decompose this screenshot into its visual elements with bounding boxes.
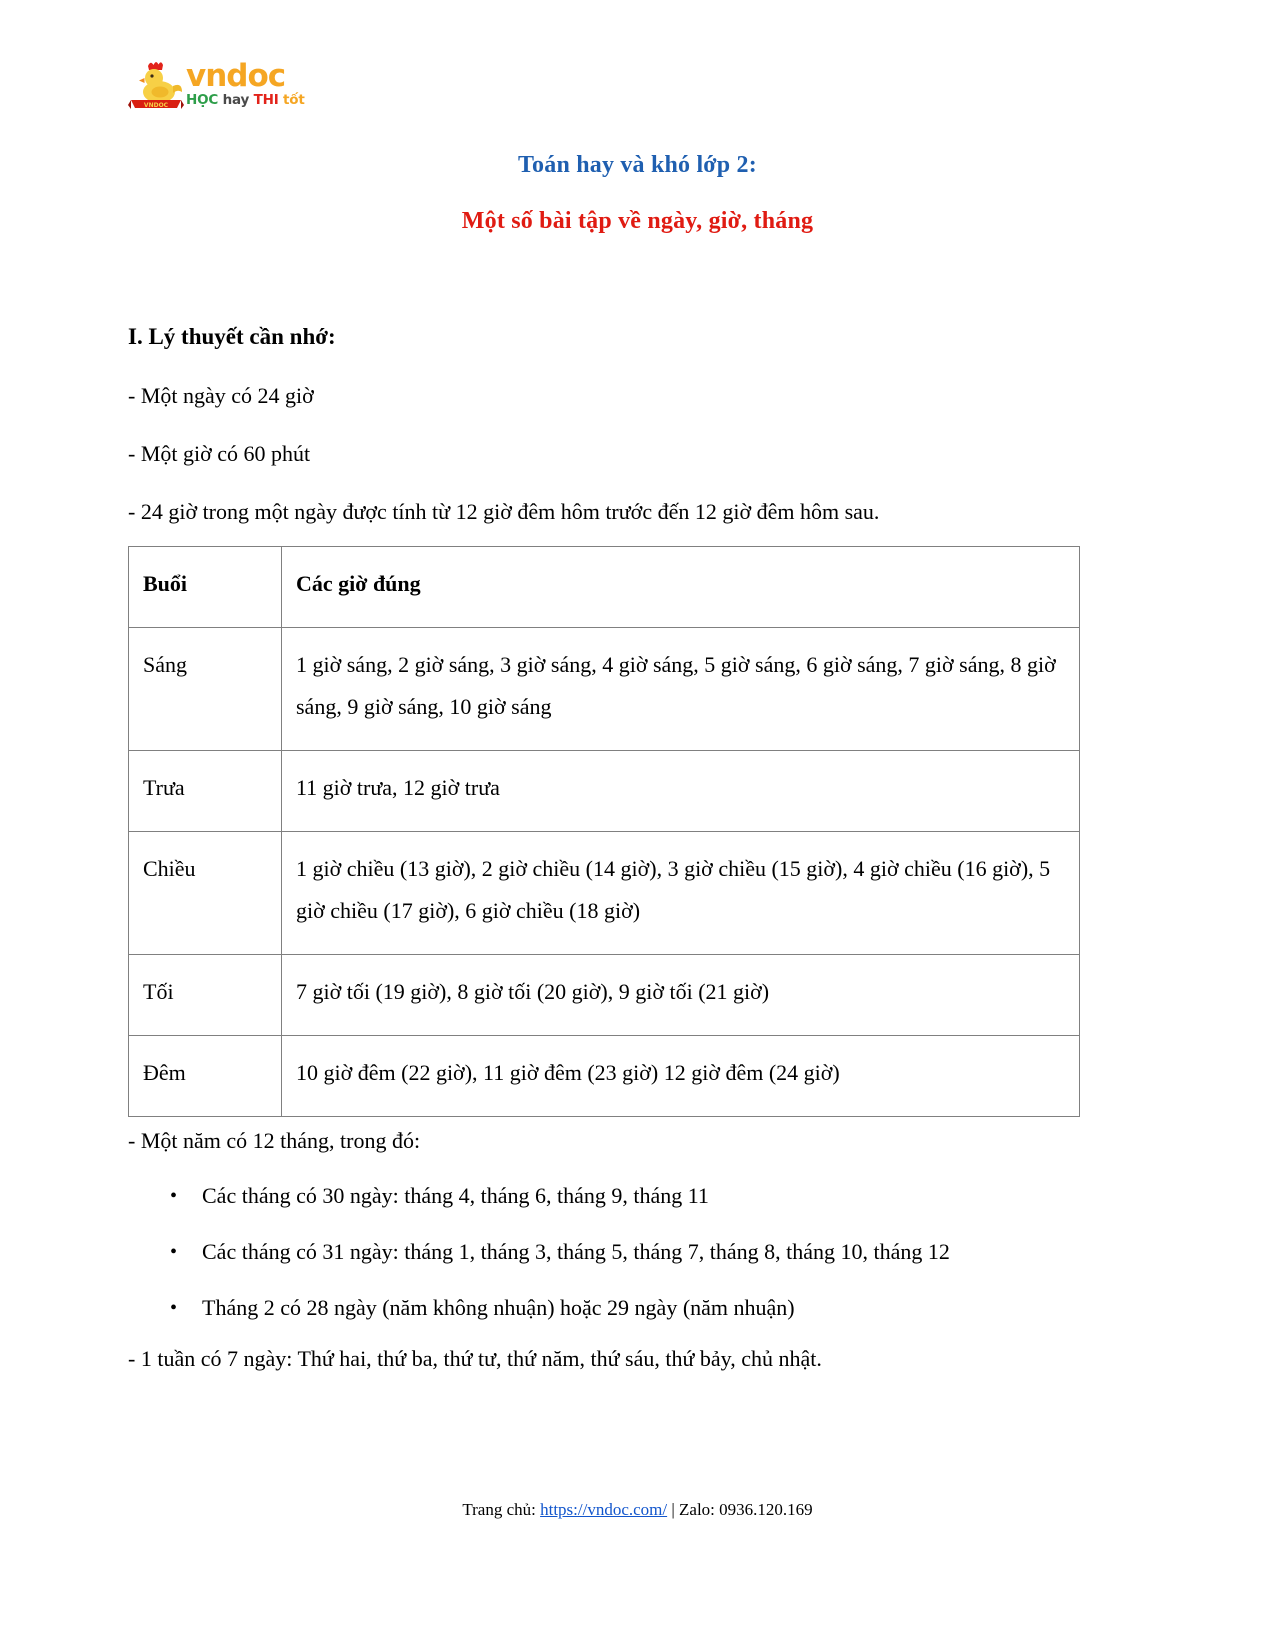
page-title: Toán hay và khó lớp 2: <box>518 152 757 178</box>
tagline-tot: tốt <box>283 92 305 108</box>
table-row <box>129 955 1080 1036</box>
logo-wordmark: vndoc <box>186 58 286 94</box>
cell-buoi-dem: Đêm <box>129 1036 282 1117</box>
cell-gio-chieu: 1 giờ chiều (13 giờ), 2 giờ chiều (14 giờ), 3 giờ chiều (15 giờ), 4 giờ chiều (16 giờ), 5 giờ chiều (17 giờ), 6 giờ chiều (18 giờ) <box>282 832 1080 955</box>
table-row <box>129 751 1080 832</box>
footer-prefix: Trang chủ: <box>462 1500 541 1519</box>
table-row <box>129 628 1080 751</box>
list-item: • Tháng 2 có 28 ngày (năm không nhuận) hoặc 29 ngày (năm nhuận) <box>170 1287 1080 1329</box>
list-item: • Các tháng có 31 ngày: tháng 1, tháng 3, tháng 5, tháng 7, tháng 8, tháng 10, tháng 12 <box>170 1231 1080 1273</box>
page-footer <box>0 1498 1275 1522</box>
cell-buoi-chieu: Chiều <box>129 832 282 955</box>
cell-gio-trua: 11 giờ trưa, 12 giờ trưa <box>282 751 1080 832</box>
tagline-thi: THI <box>253 92 279 108</box>
cell-gio-sang: 1 giờ sáng, 2 giờ sáng, 3 giờ sáng, 4 giờ sáng, 5 giờ sáng, 6 giờ sáng, 7 giờ sáng, 8 giờ sáng, 9 giờ sáng, 10 giờ sáng <box>282 628 1080 751</box>
table-header-gio: Các giờ đúng <box>282 547 1080 628</box>
cell-buoi-trua: Trưa <box>129 751 282 832</box>
theory-line-hour-minutes: - Một giờ có 60 phút <box>128 441 311 466</box>
theory-line-week-days: - 1 tuần có 7 ngày: Thứ hai, thứ ba, thứ tư, thứ năm, thứ sáu, thứ bảy, chủ nhật. <box>128 1346 822 1371</box>
hours-table <box>128 546 1080 1117</box>
cell-buoi-toi: Tối <box>129 955 282 1036</box>
page-subtitle: Một số bài tập về ngày, giờ, tháng <box>461 208 814 234</box>
table-row <box>129 1036 1080 1117</box>
theory-line-months-intro: - Một năm có 12 tháng, trong đó: <box>128 1128 421 1153</box>
table-header-buoi: Buổi <box>129 547 282 628</box>
theory-line-24h-explanation: - 24 giờ trong một ngày được tính từ 12 giờ đêm hôm trước đến 12 giờ đêm hôm sau. <box>128 499 880 524</box>
cell-buoi-sang: Sáng <box>129 628 282 751</box>
section-heading-theory: I. Lý thuyết cần nhớ: <box>128 324 336 349</box>
rooster-mascot-icon <box>128 58 184 116</box>
footer-suffix: | Zalo: 0936.120.169 <box>667 1500 813 1519</box>
table-header-row <box>129 547 1080 628</box>
months-bullet-list <box>128 1175 1080 1329</box>
logo-tagline <box>186 92 336 108</box>
vndoc-logo[interactable] <box>128 58 328 120</box>
cell-gio-dem: 10 giờ đêm (22 giờ), 11 giờ đêm (23 giờ) 12 giờ đêm (24 giờ) <box>282 1036 1080 1117</box>
svg-text:VNDOC: VNDOC <box>143 102 169 109</box>
document-content <box>128 322 1080 1393</box>
tagline-hay: hay <box>222 92 250 108</box>
theory-line-day-hours: - Một ngày có 24 giờ <box>128 383 314 408</box>
tagline-hoc: HỌC <box>186 92 219 108</box>
logo-text-group <box>186 60 336 108</box>
cell-gio-toi: 7 giờ tối (19 giờ), 8 giờ tối (20 giờ), 9 giờ tối (21 giờ) <box>282 955 1080 1036</box>
footer-homepage-link[interactable]: https://vndoc.com/ <box>540 1500 668 1519</box>
table-row <box>129 832 1080 955</box>
list-item: • Các tháng có 30 ngày: tháng 4, tháng 6, tháng 9, tháng 11 <box>170 1175 1080 1217</box>
